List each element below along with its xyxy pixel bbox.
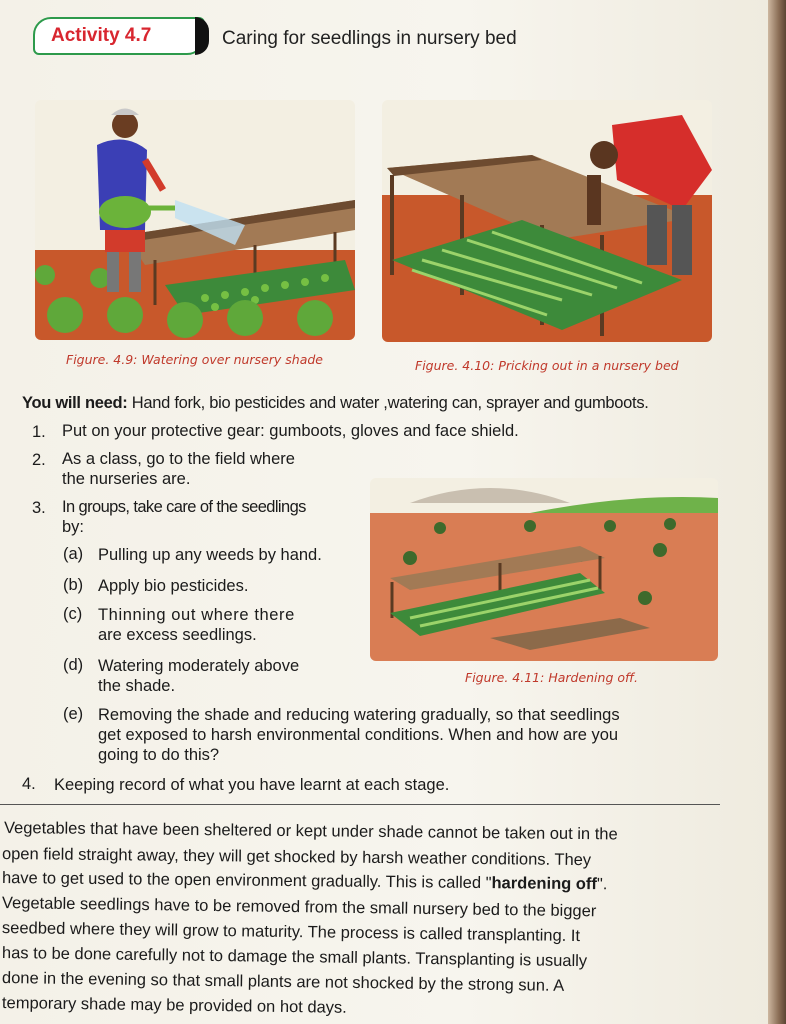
figure-4-11-caption: Figure. 4.11: Hardening off. bbox=[465, 670, 639, 685]
step-4-number: 4. bbox=[22, 775, 36, 793]
book-spine bbox=[768, 0, 786, 1024]
paragraph-1-line-2: open field straight away, they will get shocked by harsh weather conditions. They bbox=[1, 845, 592, 870]
step-3-text-line-2: by: bbox=[62, 518, 85, 536]
substep-c-text-line-1: Thinning out where there bbox=[98, 606, 295, 624]
figure-hardening-off-illustration bbox=[370, 478, 718, 661]
paragraph-2-line-5: temporary shade may be provided on hot days. bbox=[1, 994, 347, 1017]
substep-a-text: Pulling up any weeds by hand. bbox=[98, 546, 322, 564]
activity-title: Caring for seedlings in nursery bed bbox=[222, 28, 517, 49]
substep-e-letter: (e) bbox=[63, 705, 84, 723]
you-will-need-items: Hand fork, bio pesticides and water ,watering can, sprayer and gumboots. bbox=[131, 394, 649, 412]
substep-d-letter: (d) bbox=[63, 656, 84, 674]
activity-badge bbox=[33, 17, 205, 55]
paragraph-1-line-3-end: ". bbox=[596, 875, 608, 894]
substep-a-letter: (a) bbox=[63, 545, 84, 563]
step-1-text: Put on your protective gear: gumboots, gloves and face shield. bbox=[62, 422, 519, 440]
substep-c-text-line-2: are excess seedlings. bbox=[98, 626, 257, 644]
paragraph-1-line-3-start: have to get used to the open environment gradually. This is called " bbox=[1, 869, 492, 893]
activity-label: Activity 4.7 bbox=[51, 25, 152, 46]
paragraph-2-line-1: Vegetable seedlings have to be removed from the small nursery bed to the bigger bbox=[1, 894, 597, 921]
you-will-need bbox=[22, 393, 649, 413]
substep-b-letter: (b) bbox=[63, 576, 84, 594]
step-2-text-line-2: the nurseries are. bbox=[62, 470, 191, 488]
step-3-number: 3. bbox=[32, 499, 46, 517]
figure-4-9-caption: Figure. 4.9: Watering over nursery shade bbox=[66, 352, 323, 367]
paragraph-2-line-2: seedbed where they will grow to maturity. The process is called transplanting. It bbox=[1, 919, 581, 946]
substep-e-text-line-3: going to do this? bbox=[98, 746, 220, 764]
substep-e-text-line-1: Removing the shade and reducing watering gradually, so that seedlings bbox=[98, 706, 620, 724]
you-will-need-label: You will need: bbox=[22, 394, 128, 412]
substep-b-text: Apply bio pesticides. bbox=[98, 577, 249, 595]
step-2-text-line-1: As a class, go to the field where bbox=[62, 450, 295, 468]
substep-d-text-line-1: Watering moderately above bbox=[98, 657, 300, 675]
substep-e-text-line-2: get exposed to harsh environmental conditions. When and how are you bbox=[98, 726, 619, 744]
section-divider bbox=[0, 804, 720, 805]
figure-watering-illustration bbox=[35, 100, 355, 340]
hardening-off-term: hardening off bbox=[491, 874, 598, 894]
step-3-text-line-1: In groups, take care of the seedlings bbox=[62, 498, 306, 516]
step-2-number: 2. bbox=[32, 451, 46, 469]
substep-c-letter: (c) bbox=[63, 605, 83, 623]
paragraph-1-line-3 bbox=[2, 868, 608, 895]
figure-4-10-caption: Figure. 4.10: Pricking out in a nursery bed bbox=[415, 358, 679, 373]
paragraph-2-line-3: has to be done carefully not to damage the small plants. Transplanting is usually bbox=[1, 944, 588, 971]
figure-pricking-out-illustration bbox=[382, 100, 712, 342]
paragraph-2-line-4: done in the evening so that small plants are not shocked by the strong sun. A bbox=[1, 969, 565, 995]
step-1-number: 1. bbox=[32, 423, 46, 441]
paragraph-1-line-1: Vegetables that have been sheltered or kept under shade cannot be taken out in the bbox=[3, 819, 618, 844]
substep-d-text-line-2: the shade. bbox=[98, 677, 176, 695]
step-4-text: Keeping record of what you have learnt at each stage. bbox=[54, 776, 450, 794]
